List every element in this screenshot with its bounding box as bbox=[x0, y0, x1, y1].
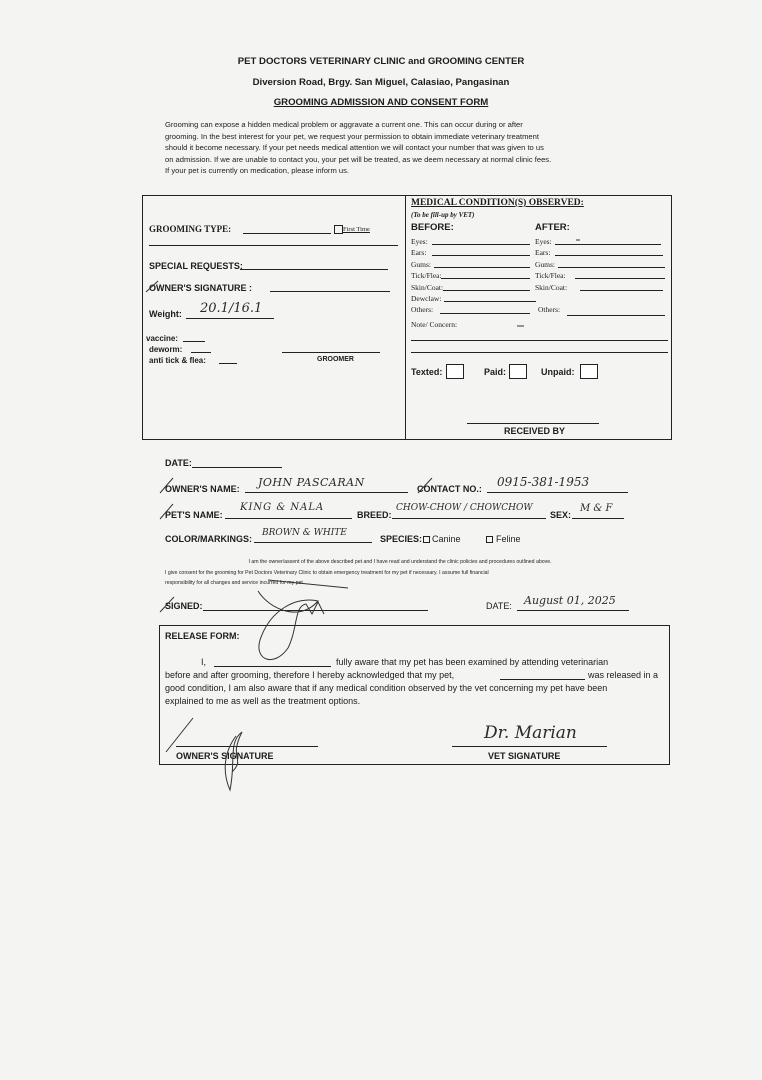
grooming-type-line-2[interactable] bbox=[149, 245, 398, 246]
unpaid-checkbox[interactable] bbox=[580, 364, 598, 379]
panel-divider bbox=[405, 195, 406, 439]
intro-line: Grooming can expose a hidden medical problem or aggravate a current one. This can occur during or after bbox=[165, 120, 523, 129]
note-line-2[interactable] bbox=[411, 352, 668, 353]
first-time-checkbox[interactable] bbox=[334, 225, 343, 234]
before-ears-field[interactable] bbox=[432, 255, 530, 256]
owner-name-value: JOHN PASCARAN bbox=[258, 476, 365, 489]
sex-value: M & F bbox=[580, 503, 613, 514]
before-item: Tick/Flea: bbox=[411, 271, 442, 281]
owner-name-label: OWNER'S NAME: bbox=[165, 484, 240, 494]
vet-name: Dr. Marian bbox=[484, 723, 577, 743]
consent-text bbox=[165, 557, 635, 589]
before-eyes-field[interactable] bbox=[432, 244, 530, 245]
groomer-signature-line[interactable] bbox=[282, 352, 380, 353]
received-by-label: RECEIVED BY bbox=[504, 426, 566, 436]
intro-line: on admission. If we are unable to contact you, your pet will be treated, as we deem necessary at normal clinic fees. bbox=[165, 154, 552, 164]
paid-checkbox[interactable] bbox=[509, 364, 527, 379]
after-ears-field[interactable] bbox=[555, 255, 663, 256]
release-i: I, bbox=[201, 657, 207, 667]
signed-label: SIGNED: bbox=[165, 601, 203, 611]
before-item: Gums: bbox=[411, 259, 432, 269]
after-item: Tick/Flea: bbox=[535, 271, 566, 281]
after-item: Gums: bbox=[535, 259, 556, 269]
before-others-field[interactable] bbox=[440, 313, 530, 314]
contact-label: CONTACT NO.: bbox=[417, 484, 482, 494]
canine-checkbox[interactable] bbox=[423, 536, 430, 543]
before-item: Ears: bbox=[411, 248, 427, 258]
color-markings-field[interactable] bbox=[254, 542, 372, 543]
grooming-type-label: GROOMING TYPE: bbox=[149, 224, 232, 234]
weight-field[interactable] bbox=[186, 318, 274, 319]
deworm-field[interactable] bbox=[191, 352, 211, 353]
vet-signature-label: VET SIGNATURE bbox=[488, 751, 561, 761]
date2-label: DATE: bbox=[486, 601, 512, 611]
before-dewclaw-field[interactable] bbox=[444, 301, 536, 302]
before-label: BEFORE: bbox=[411, 222, 454, 233]
note-concern-label: Note/ Concern: bbox=[411, 320, 458, 329]
clinic-address: Diversion Road, Brgy. San Miguel, Calasiao, Pangasinan bbox=[252, 77, 510, 88]
after-list bbox=[535, 236, 567, 316]
after-item bbox=[535, 293, 567, 304]
after-gums-field[interactable] bbox=[558, 267, 665, 268]
grooming-type-field[interactable] bbox=[243, 233, 331, 234]
release-line2b: was released in a bbox=[588, 670, 659, 680]
paid-label: Paid: bbox=[484, 367, 507, 377]
before-item: Others: bbox=[411, 305, 434, 315]
sex-label: SEX: bbox=[550, 510, 572, 520]
vaccine-label: vaccine: bbox=[146, 334, 179, 343]
intro-line: If your pet is currently on medication, please inform us. bbox=[165, 166, 350, 175]
after-item: Others: bbox=[538, 305, 561, 315]
release-owner-signature-label: OWNER'S SIGNATURE bbox=[176, 751, 274, 761]
consent-line: responsibility for all changes and service incurred for my pet. bbox=[165, 580, 305, 586]
intro-paragraph bbox=[165, 119, 635, 177]
note-line-1[interactable] bbox=[411, 340, 668, 341]
after-tick-field[interactable] bbox=[575, 278, 665, 279]
vet-signature-line[interactable] bbox=[452, 746, 607, 747]
deworm-label: deworm: bbox=[149, 345, 183, 354]
release-line2a: before and after grooming, therefore I hereby acknowledged that my pet, bbox=[165, 670, 455, 680]
species-label: SPECIES: bbox=[380, 534, 423, 544]
medical-condition-subtitle: (To be fill-up by VET) bbox=[411, 211, 475, 219]
signed-field[interactable] bbox=[203, 610, 428, 611]
owner-name-field[interactable] bbox=[245, 492, 408, 493]
groomer-label: GROOMER bbox=[317, 356, 354, 363]
received-by-line[interactable] bbox=[467, 423, 599, 424]
first-time-label: First Time bbox=[343, 226, 370, 233]
consent-line: I am the owner/assent of the above described pet and I have read and understand the clinic policies and procedures outlined above. bbox=[248, 559, 552, 565]
sex-field[interactable] bbox=[572, 518, 624, 519]
color-markings-value: BROWN & WHITE bbox=[262, 528, 347, 538]
release-owner-signature-line[interactable] bbox=[176, 746, 318, 747]
breed-field[interactable] bbox=[392, 518, 546, 519]
anti-tick-field[interactable] bbox=[219, 363, 237, 364]
owner-signature-label: OWNER'S SIGNATURE : bbox=[149, 283, 252, 293]
after-item: Ears: bbox=[535, 248, 551, 258]
date2-field[interactable] bbox=[517, 610, 629, 611]
weight-value: 20.1/16.1 bbox=[200, 301, 263, 316]
after-others-field[interactable] bbox=[567, 315, 665, 316]
vaccine-field[interactable] bbox=[183, 341, 205, 342]
contact-value: 0915-381-1953 bbox=[497, 475, 590, 489]
release-form-box bbox=[159, 625, 670, 765]
release-line4: explained to me as well as the treatment options. bbox=[165, 696, 361, 706]
texted-label: Texted: bbox=[411, 367, 443, 377]
release-pet-name-field[interactable] bbox=[500, 679, 585, 680]
before-item: Skin/Coat: bbox=[411, 282, 444, 292]
weight-label: Weight: bbox=[149, 309, 182, 319]
release-line3: good condition, I am also aware that if any medical condition observed by the vet concerning my pet have been bbox=[165, 683, 608, 693]
date-label: DATE: bbox=[165, 458, 192, 468]
date2-value: August 01, 2025 bbox=[524, 594, 616, 607]
clinic-name: PET DOCTORS VETERINARY CLINIC and GROOMING CENTER bbox=[237, 56, 525, 67]
anti-tick-label: anti tick & flea: bbox=[149, 356, 206, 365]
before-gums-field[interactable] bbox=[434, 267, 530, 268]
pet-name-field[interactable] bbox=[225, 518, 352, 519]
owner-signature-field[interactable] bbox=[270, 291, 390, 292]
breed-value: CHOW-CHOW / CHOWCHOW bbox=[396, 503, 533, 513]
after-item: Skin/Coat: bbox=[535, 282, 568, 292]
after-eyes-field[interactable] bbox=[555, 244, 661, 245]
pet-name-label: PET'S NAME: bbox=[165, 510, 223, 520]
before-item: Eyes: bbox=[411, 237, 428, 246]
after-item: Eyes: bbox=[535, 237, 552, 246]
before-list bbox=[411, 236, 443, 316]
unpaid-label: Unpaid: bbox=[541, 367, 575, 377]
special-requests-field[interactable] bbox=[240, 269, 388, 270]
canine-label: Canine bbox=[432, 534, 461, 544]
feline-checkbox[interactable] bbox=[486, 536, 493, 543]
before-item: Dewclaw: bbox=[411, 294, 442, 304]
before-skin-field[interactable] bbox=[443, 290, 530, 291]
feline-label: Feline bbox=[496, 534, 521, 544]
after-label: AFTER: bbox=[535, 222, 570, 233]
release-owner-name-field[interactable] bbox=[214, 666, 331, 667]
consent-line: I give consent for the grooming for Pet Doctors Veterinary Clinic to obtain emergency treatment for my pet if necessary. I assume full financial bbox=[165, 569, 489, 576]
after-skin-field[interactable] bbox=[580, 290, 663, 291]
medical-condition-title: MEDICAL CONDITION(S) OBSERVED: bbox=[411, 198, 584, 208]
intro-line: grooming. In the best interest for your pet, we request your permission to obtain immediate veterinary treatment bbox=[165, 131, 539, 141]
color-markings-label: COLOR/MARKINGS: bbox=[165, 534, 252, 544]
release-line1: fully aware that my pet has been examined by attending veterinarian bbox=[336, 657, 609, 667]
before-tick-field[interactable] bbox=[441, 278, 530, 279]
contact-field[interactable] bbox=[487, 492, 628, 493]
breed-label: BREED: bbox=[357, 510, 392, 520]
date-field[interactable] bbox=[192, 467, 282, 468]
pet-name-value: KING & NALA bbox=[240, 502, 325, 513]
release-form-title: RELEASE FORM: bbox=[165, 631, 240, 641]
intro-line: should it become necessary. If your pet needs medical attention we will contact your number that was given to us bbox=[165, 143, 544, 152]
special-requests-label: SPECIAL REQUESTS: bbox=[149, 261, 243, 271]
form-title: GROOMING ADMISSION AND CONSENT FORM bbox=[273, 97, 489, 108]
texted-checkbox[interactable] bbox=[446, 364, 464, 379]
